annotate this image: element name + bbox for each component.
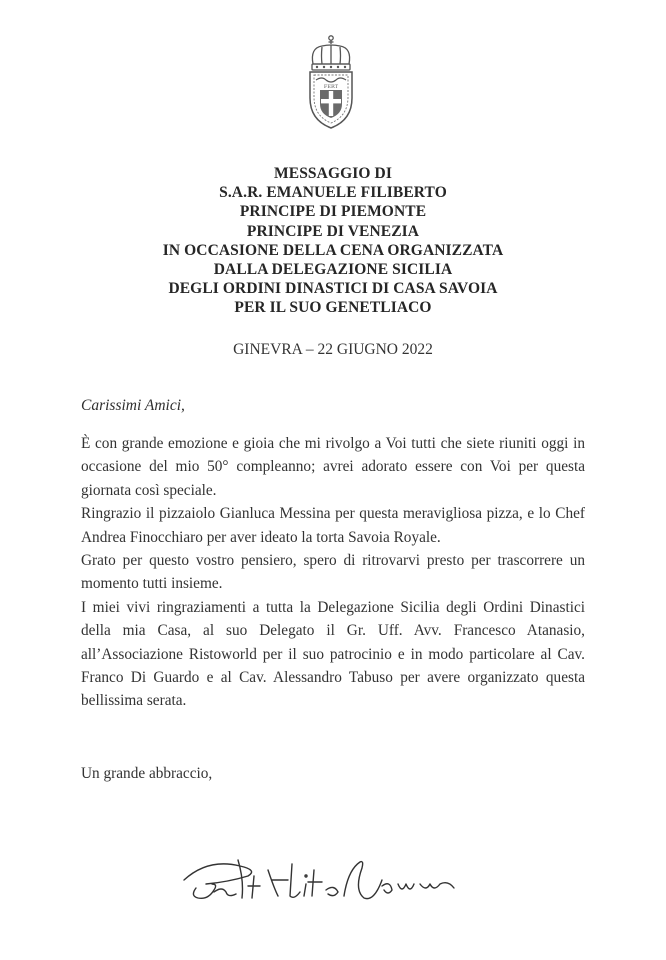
savoy-crown-shield-icon <box>300 34 362 132</box>
heading-line: PRINCIPE DI PIEMONTE <box>239 203 427 221</box>
heading-line: S.A.R. EMANUELE FILIBERTO <box>219 184 447 202</box>
paragraph: Grato per questo vostro pensiero, spero di ritrovarvi presto per trascorrere un momento tutti insieme. <box>81 552 585 593</box>
handwritten-signature-icon <box>178 840 478 910</box>
paragraph: Ringrazio il pizzaiolo Gianluca Messina per questa meravigliosa pizza, e lo Chef Andrea Finocchiaro per aver ideato la torta Savoia Royale. <box>81 505 585 546</box>
message-heading <box>0 164 666 318</box>
paragraph: I miei vivi ringraziamenti a tutta la Delegazione Sicilia degli Ordini Dinastici della mia Casa, al suo Delegato il Gr. Uff. Avv. Francesco Atanasio, all’Associazione Ristoworld per il suo patrocinio e in modo particolare al Cav. Franco Di Guardo e al Cav. Alessandro Tabuso per avere organizzato questa bellissima serata. <box>81 598 585 710</box>
heading-line: PER IL SUO GENETLIACO <box>234 299 432 317</box>
svg-text:FERT: FERT <box>323 84 339 90</box>
heading-line: PRINCIPE DI VENEZIA <box>246 222 420 240</box>
salutation: Carissimi Amici, <box>81 397 185 414</box>
heading-line: DEGLI ORDINI DINASTICI DI CASA SAVOIA <box>168 280 498 298</box>
place-date: GINEVRA – 22 GIUGNO 2022 <box>233 341 433 358</box>
letter-body <box>81 432 585 713</box>
heading-line: IN OCCASIONE DELLA CENA ORGANIZZATA <box>162 241 504 259</box>
paragraph: È con grande emozione e gioia che mi rivolgo a Voi tutti che siete riuniti oggi in occasione del mio 50° compleanno; avrei adorato essere con Voi per questa giornata così speciale. <box>81 435 585 499</box>
heading-line: DALLA DELEGAZIONE SICILIA <box>213 261 453 279</box>
heading-line: MESSAGGIO DI <box>274 165 392 182</box>
closing: Un grande abbraccio, <box>81 765 213 782</box>
